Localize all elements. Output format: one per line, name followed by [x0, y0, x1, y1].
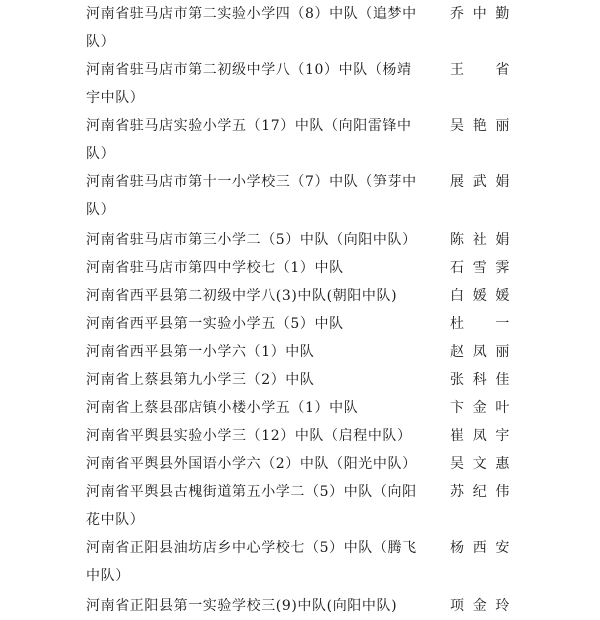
unit-name: 河南省平舆县古槐街道第五小学二（5）中队（向阳	[86, 484, 417, 500]
unit-name: 河南省驻马店实验小学五（17）中队（向阳雷锋中	[86, 118, 412, 134]
unit-name: 河南省正阳县油坊店乡中心学校七（5）中队（腾飞	[86, 540, 417, 556]
unit-name: 河南省上蔡县邵店镇小楼小学五（1）中队	[86, 400, 359, 416]
unit-name: 河南省平舆县外国语小学六（2）中队（阳光中队）	[86, 456, 417, 472]
unit-name: 河南省驻马店市第二初级中学八（10）中队（杨靖	[86, 62, 412, 78]
person-name: 王 省	[450, 62, 510, 78]
unit-name: 河南省平舆县实验小学三（12）中队（启程中队）	[86, 428, 412, 444]
unit-name-continued: 队）	[86, 34, 116, 50]
unit-name: 河南省西平县第一小学六（1）中队	[86, 344, 315, 360]
unit-name: 河南省正阳县第一实验学校三(9)中队(向阳中队)	[86, 598, 398, 614]
person-name: 卞金叶	[450, 400, 510, 416]
person-name: 杜 一	[450, 316, 510, 332]
unit-name: 河南省驻马店市第四中学校七（1）中队	[86, 260, 344, 276]
person-name: 展武娟	[450, 174, 510, 190]
unit-name: 河南省西平县第二初级中学八(3)中队(朝阳中队)	[86, 288, 398, 304]
person-name: 崔凤宇	[450, 428, 510, 444]
person-name: 白媛媛	[450, 288, 510, 304]
person-name: 吴艳丽	[450, 118, 510, 134]
unit-name: 河南省上蔡县第九小学三（2）中队	[86, 372, 315, 388]
unit-name: 河南省西平县第一实验小学五（5）中队	[86, 316, 344, 332]
unit-name-continued: 中队）	[86, 568, 130, 584]
unit-name-continued: 宇中队）	[86, 90, 145, 106]
unit-name-continued: 队）	[86, 202, 116, 218]
unit-name-continued: 队）	[86, 146, 116, 162]
unit-name: 河南省驻马店市第二实验小学四（8）中队（追梦中	[86, 6, 417, 22]
person-name: 吴文惠	[450, 456, 510, 472]
person-name: 张科佳	[450, 372, 510, 388]
person-name: 苏纪伟	[450, 484, 510, 500]
person-name: 赵凤丽	[450, 344, 510, 360]
person-name: 石雪霁	[450, 260, 510, 276]
person-name: 乔中勤	[450, 6, 510, 22]
person-name: 项金玲	[450, 598, 510, 614]
person-name: 杨西安	[450, 540, 510, 556]
person-name: 陈社娟	[450, 232, 510, 248]
unit-name: 河南省驻马店市第三小学二（5）中队（向阳中队）	[86, 232, 417, 248]
unit-name-continued: 花中队）	[86, 512, 145, 528]
unit-name: 河南省驻马店市第十一小学校三（7）中队（笋芽中	[86, 174, 417, 190]
